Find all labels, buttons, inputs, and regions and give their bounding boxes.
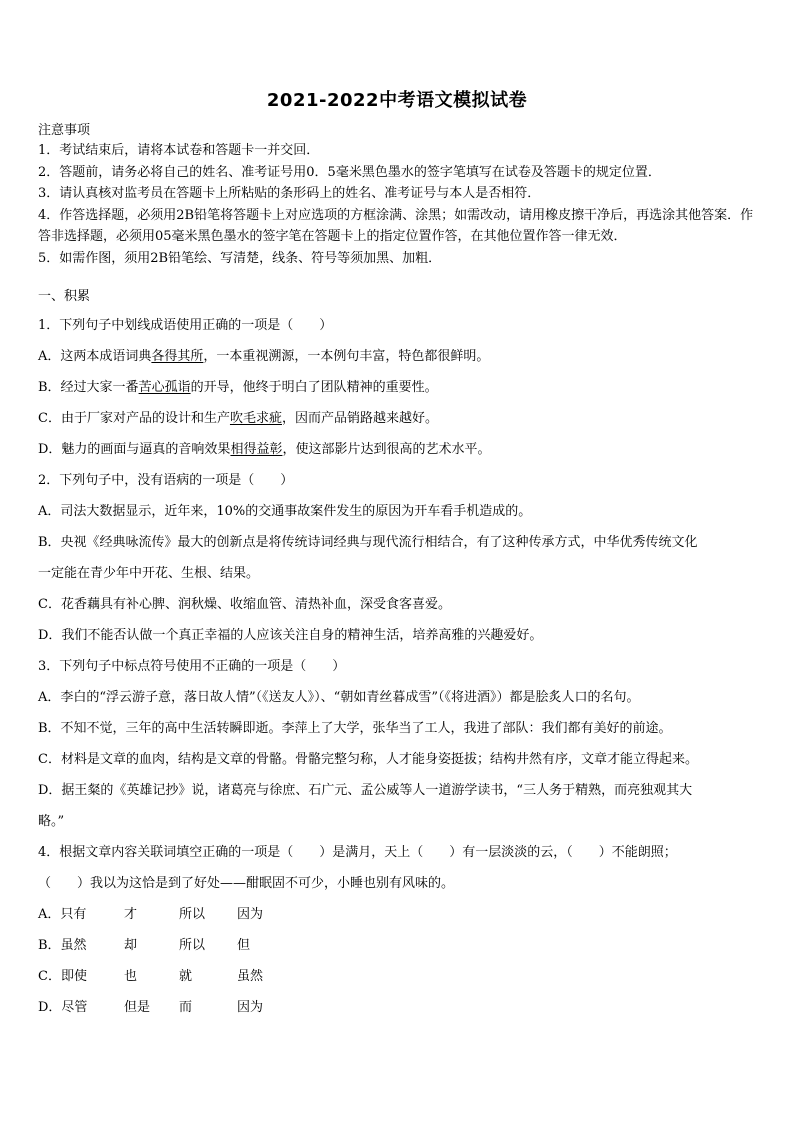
questions (38, 310, 760, 1023)
question-3-option-c: C．材料是文章的血肉，结构是文章的骨骼。骨骼完整匀称，人才能身姿挺拔；结构井然有序，文章才能立得起来。 (38, 752, 698, 767)
question-3-option-d: D．据王粲的《英雄记抄》说，诸葛亮与徐庶、石广元、孟公威等人一道游学读书，“三人务于精熟，而亮独观其大 (38, 783, 693, 798)
notice-item: 3．请认真核对监考员在答题卡上所粘贴的条形码上的姓名、准考证号与本人是否相符． (38, 186, 541, 201)
question-3-option-a: A．李白的“浮云游子意，落日故人情”（《送友人》）、“朝如青丝暮成雪”（《将进酒》）都是脍炙人口的名句。 (38, 690, 640, 705)
question-4-option-b: B．虽然 却 所以 但 (38, 938, 251, 953)
question-2-option-d: D．我们不能否认做一个真正幸福的人应该关注自身的精神生活，培养高雅的兴趣爱好。 (38, 628, 543, 643)
question-4-option-c: C．即使 也 就 虽然 (38, 969, 264, 984)
question-3-stem: 3．下列句子中标点符号使用不正确的一项是（ ） (38, 659, 346, 674)
question-4-option-a: A．只有 才 所以 因为 (38, 907, 264, 922)
notice-item: 1．考试结束后，请将本试卷和答题卡一并交回． (38, 143, 320, 158)
question-4-stem-cont: （ ）我以为这恰是到了好处——酣眠固不可少，小睡也别有风味的。 (38, 876, 455, 891)
question-1-option-c: C．由于厂家对产品的设计和生产吹毛求疵，因而产品销路越来越好。 (38, 411, 438, 426)
question-2-option-c: C．花香藕具有补心脾、润秋燥、收缩血管、清热补血，深受食客喜爱。 (38, 597, 451, 612)
section-heading: 一、积累 (38, 289, 91, 304)
page-title: 2021-2022中考语文模拟试卷 (266, 90, 528, 111)
question-2-option-a: A．司法大数据显示，近年来，10%的交通事故案件发生的原因为开车看手机造成的。 (38, 504, 532, 519)
question-1-option-b: B．经过大家一番苦心孤诣的开导，他终于明白了团队精神的重要性。 (38, 380, 438, 395)
question-3-option-b: B．不知不觉，三年的高中生活转瞬即逝。李萍上了大学，张华当了工人，我进了部队：我们都有美好的前途。 (38, 721, 672, 736)
question-1-option-d: D．魅力的画面与逼真的音响效果相得益彰，使这部影片达到很高的艺术水平。 (38, 442, 491, 457)
notice-item: 5．如需作图，须用2B铅笔绘、写清楚，线条、符号等须加黑、加粗． (38, 250, 442, 266)
question-1-stem: 1．下列句子中划线成语使用正确的一项是（ ） (38, 318, 333, 333)
question-2-stem: 2．下列句子中，没有语病的一项是（ ） (38, 473, 294, 488)
notice-heading: 注意事项 (38, 123, 91, 138)
underlined-idiom: 各得其所 (151, 349, 204, 364)
underlined-idiom: 苦心孤诣 (138, 380, 191, 395)
notice-item: 4．作答选择题，必须用2B铅笔将答题卡上对应选项的方框涂满、涂黑；如需改动，请用橡皮擦干净后，再选涂其他答案．作答非选择题，必须用05毫米黑色墨水的签字笔在答题卡上的指定位置作答，在其他位置作答一律无效． (38, 207, 754, 244)
question-1-option-a: A．这两本成语词典各得其所，一本重视溯源，一本例句丰富，特色都很鲜明。 (38, 349, 490, 364)
question-2-option-b-cont: 一定能在青少年中开花、生根、结果。 (38, 566, 260, 581)
question-3-option-d-cont: 略。” (38, 814, 65, 829)
question-2-option-b: B．央视《经典咏流传》最大的创新点是将传统诗词经典与现代流行相结合，有了这种传承方式，中华优秀传统文化 (38, 535, 698, 550)
question-4-option-d: D．尽管 但是 而 因为 (38, 1000, 264, 1015)
notice-item: 2．答题前，请务必将自己的姓名、准考证号用0．5毫米黑色墨水的签字笔填写在试卷及答题卡的规定位置． (38, 164, 661, 180)
underlined-idiom: 相得益彰 (230, 442, 283, 457)
underlined-idiom: 吹毛求疵 (229, 411, 282, 426)
notice-list (38, 140, 762, 269)
question-4-stem: 4．根据文章内容关联词填空正确的一项是（ ）是满月，天上（ ）有一层淡淡的云，（ ）不能朗照； (38, 845, 677, 860)
